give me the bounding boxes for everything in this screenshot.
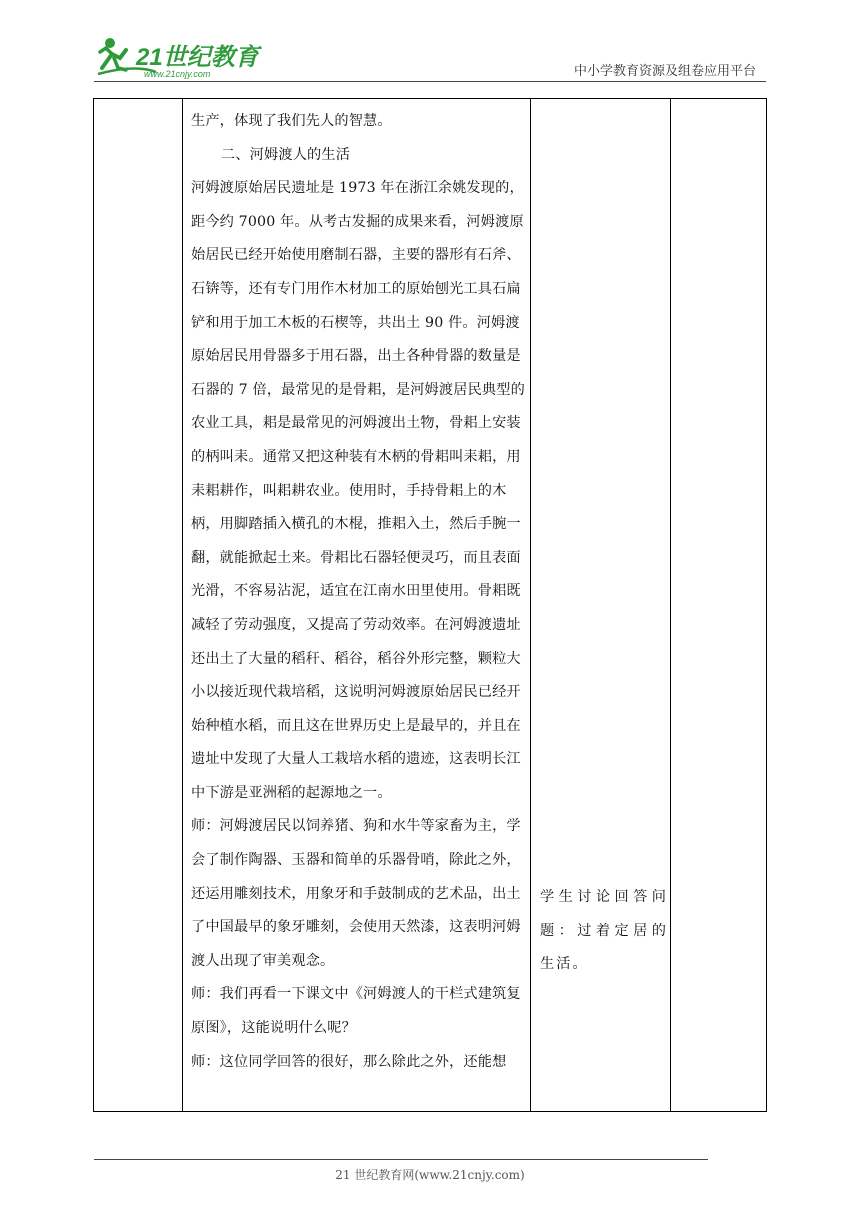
runner-logo-icon [96, 34, 266, 80]
footer-divider [94, 1159, 708, 1160]
paragraph: 师：这位同学回答的很好，那么除此之外，还能想 [191, 1053, 507, 1070]
student-activity-cell: 学生讨论回答问题：过着定居的生活。 [540, 889, 668, 973]
site-logo[interactable] [96, 34, 266, 80]
paragraph: 师：河姆渡居民以饲养猪、狗和水牛等家畜为主，学会了制作陶器、玉器和简单的乐器骨哨，除此之外，还运用雕刻技术，用象牙和手鼓制成的艺术品，出土了中国最早的象牙雕刻，会使用天然漆，这表明河姆渡人出现了审美观念。 [191, 818, 521, 969]
svg-text:www.21cnjy.com: www.21cnjy.com [144, 69, 211, 79]
svg-text:21世纪教育: 21世纪教育 [136, 44, 259, 71]
page-footer[interactable]: 21 世纪教育网(www.21cnjy.com) [335, 1168, 525, 1182]
header-divider [94, 81, 766, 82]
paragraph: 生产，体现了我们先人的智慧。 [191, 113, 392, 129]
platform-name: 中小学教育资源及组卷应用平台 [573, 64, 756, 79]
lesson-table [93, 98, 767, 1112]
column-divider [670, 99, 671, 1111]
page-header [0, 0, 860, 90]
paragraph: 师：我们再看一下课文中《河姆渡人的干栏式建筑复原图》，这能说明什么呢？ [191, 986, 521, 1037]
column-divider [530, 99, 531, 1111]
paragraph: 河姆渡原始居民遗址是 1973 年在浙江余姚发现的，距今约 7000 年。从考古发掘的成果来看，河姆渡原始居民已经开始使用磨制石器，主要的器形有石斧、石锛等，还有专门用作木材加工的原始刨光工具石扁铲和用于加工木板的石楔等，共出土 90 件。河姆渡原始居民用骨器多于用石器，出土各种骨器的数量是石器的 7 倍，最常见的是骨耜，是河姆渡居民典型的农业工具，耜是最常见的河姆渡出土物，骨耜上安装的柄叫耒。通常又把这种装有木柄的骨耜叫耒耜，用耒耜耕作，叫耜耕农业。使用时，手持骨耜上的木柄，用脚踏插入横孔的木棍，推耜入土，然后手腕一翻，就能掀起土来。骨耜比石器轻便灵巧，而且表面光滑，不容易沾泥，适宜在江南水田里使用。骨耜既减轻了劳动强度，又提高了劳动效率。在河姆渡遗址还出土了大量的稻秆、稻谷，稻谷外形完整，颗粒大小以接近现代栽培稻，这说明河姆渡原始居民已经开始种植水稻，而且这在世界历史上是最早的，并且在遗址中发现了大量人工栽培水稻的遗迹，这表明长江中下游是亚洲稻的起源地之一。 [191, 180, 525, 801]
teaching-content-cell [191, 105, 526, 1079]
section-heading: 二、河姆渡人的生活 [221, 146, 351, 163]
column-divider [182, 99, 183, 1111]
